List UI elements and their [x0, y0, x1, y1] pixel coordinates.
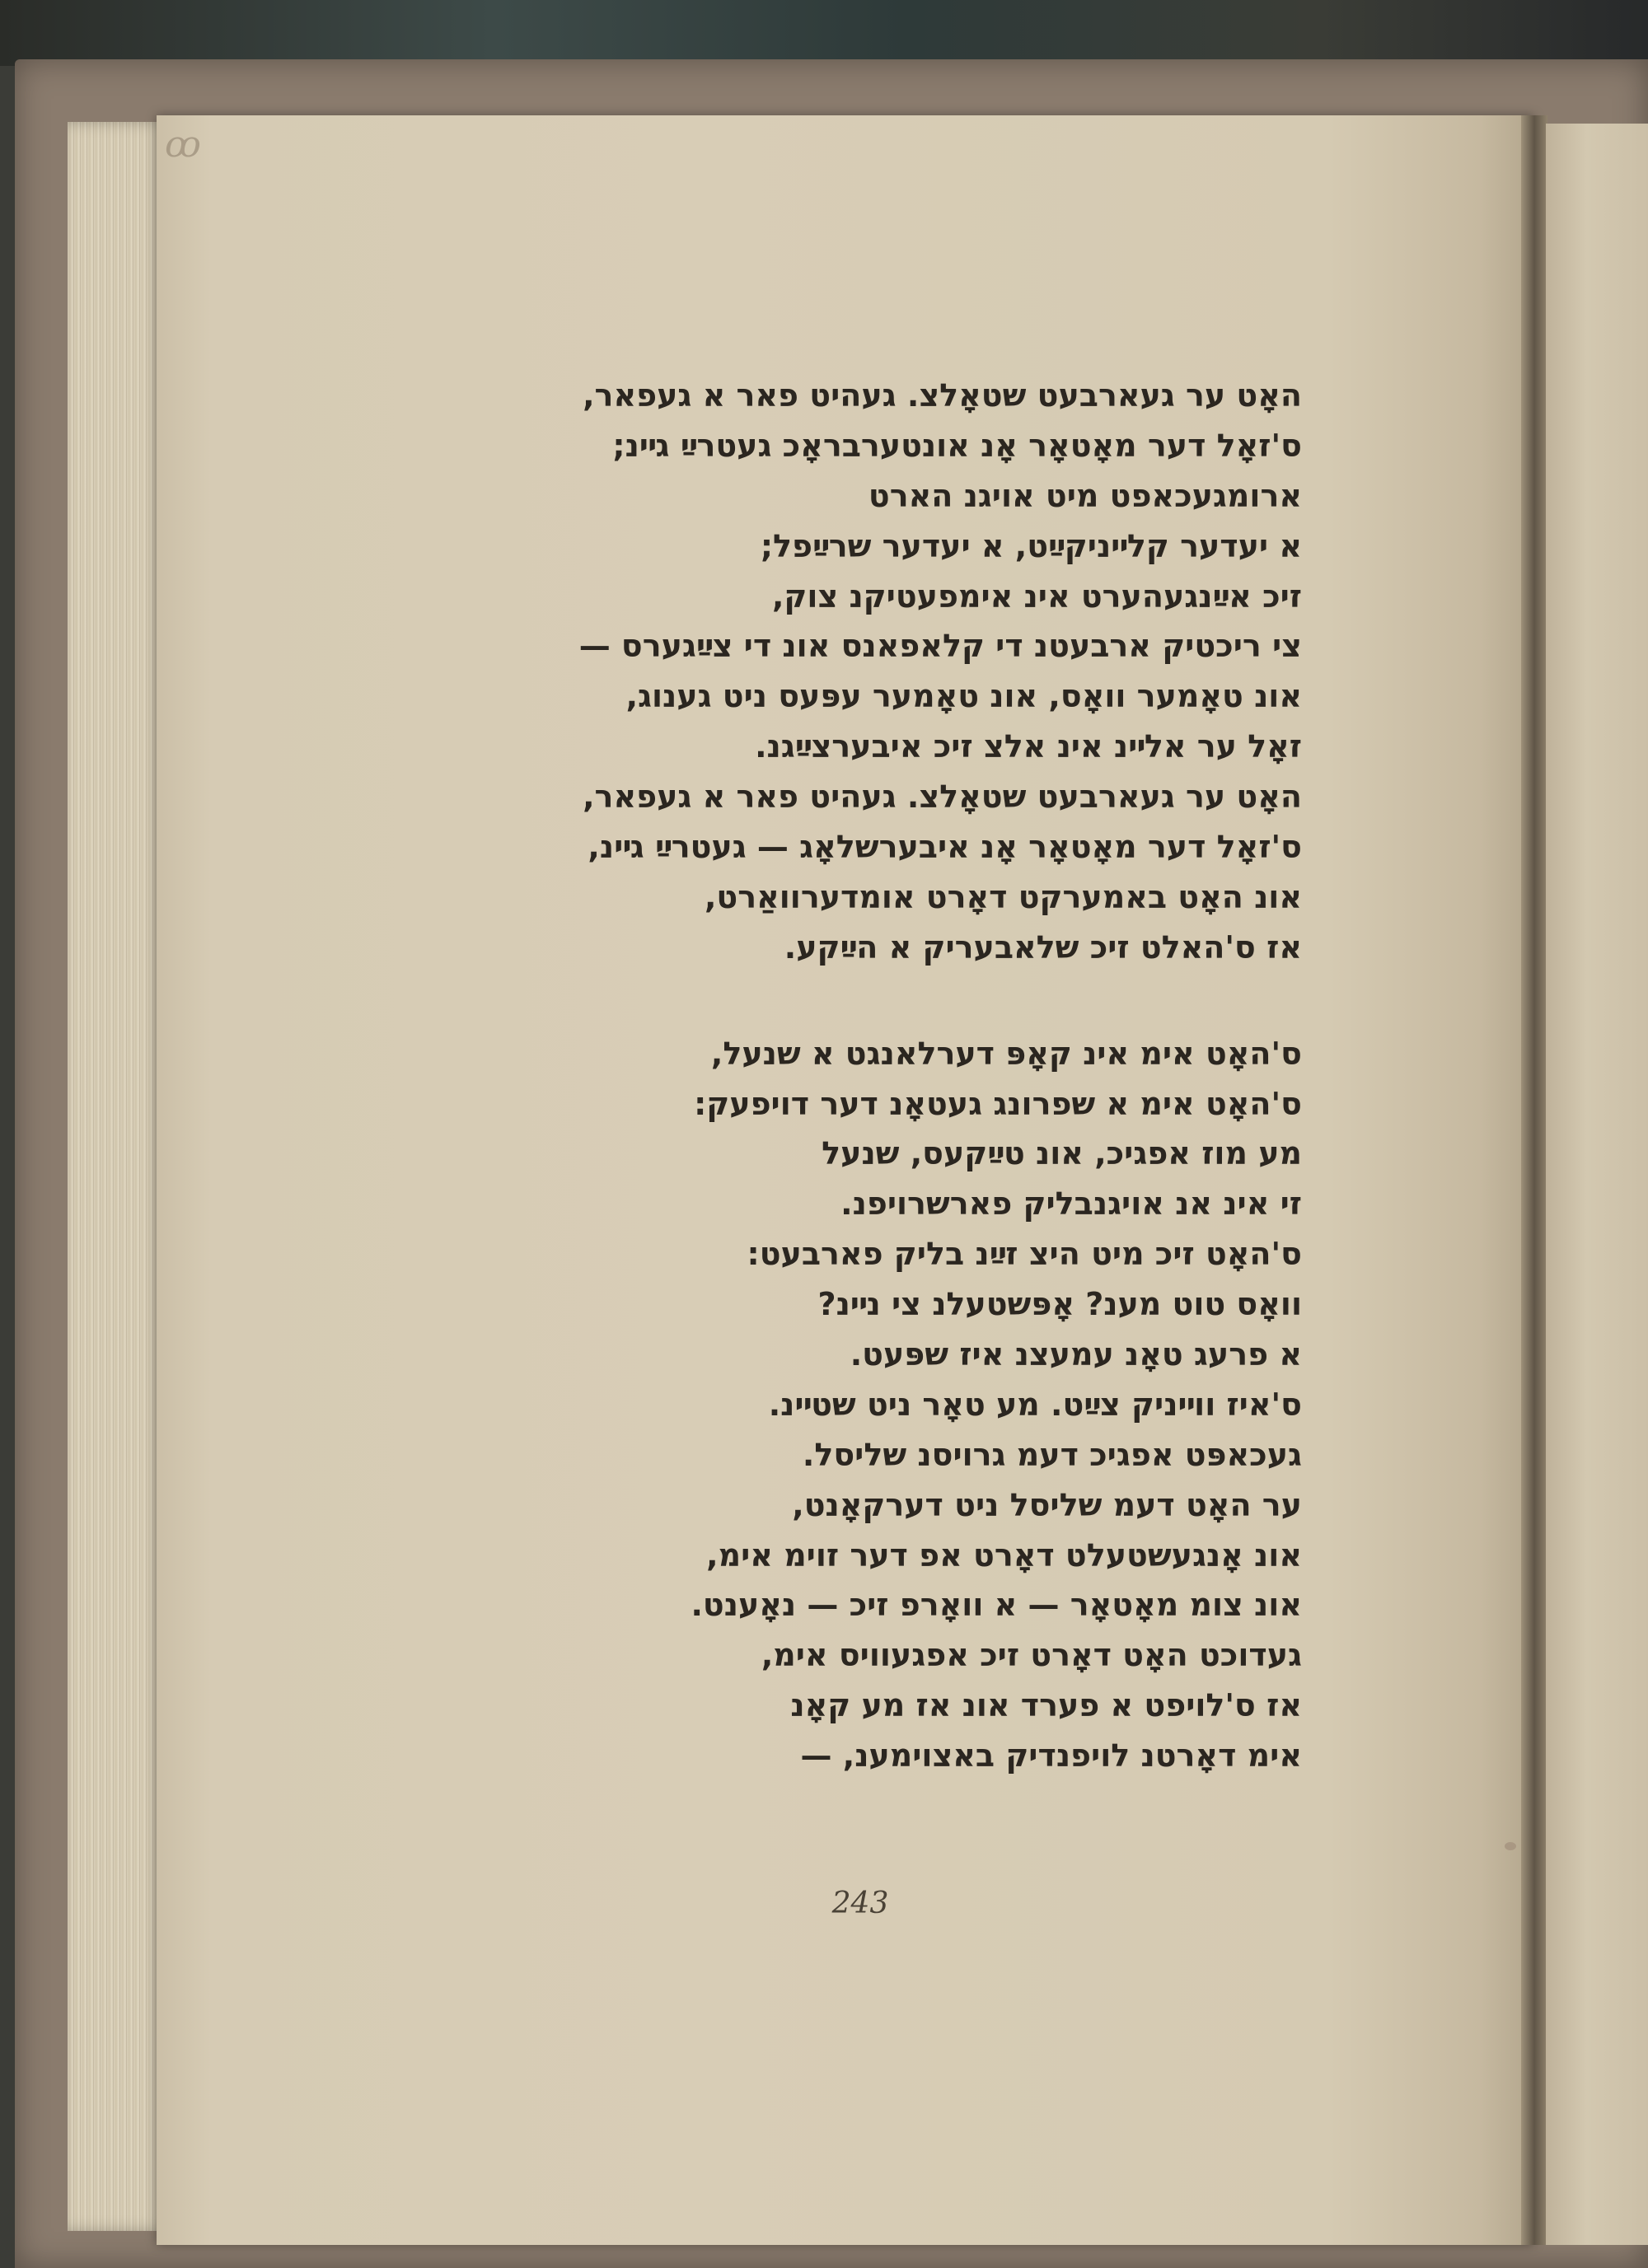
- page-number: 243: [831, 1887, 889, 1920]
- pencil-mark: ꝏ: [165, 124, 201, 166]
- poem-line: זיכ אײַנגעהערט אינ אימפעטיקנ צוק,: [771, 578, 1302, 615]
- stanza-1: [428, 371, 1302, 973]
- poem-line: ס'האָט אימ א שפרונג געטאָנ דער דויפעק:: [694, 1085, 1302, 1122]
- stanza-2: [428, 1029, 1302, 1781]
- poem-line: אונ האָט באמערקט דאָרט אומדערוואַרט,: [704, 878, 1302, 915]
- poem-line: געכאפּט אפגיכ דעמ גרויסנ שליסל.: [802, 1436, 1302, 1473]
- poem-line: מע מוז אפגיכ, אונ טײַקעס, שנעל: [822, 1135, 1302, 1172]
- poem-line: א יעדער קלײניקײַט, א יעדער שרײַפל;: [760, 527, 1302, 564]
- poem-line: צי ריכטיק ארבעטנ די קלאפאנס אונ די צײַגערס —: [578, 628, 1302, 665]
- poem-line: אז ס'האלט זיכ שלאבעריק א הײַקע.: [784, 928, 1302, 966]
- poem-line: האָט ער געארבעט שטאָלצ. געהיט פאר א געפאר,: [583, 377, 1302, 414]
- poem-line: ס'איז ווײניק צײַט. מע טאָר ניט שטײנ.: [768, 1386, 1302, 1423]
- poem-line: אונ אָנגעשטעלט דאָרט אפ דער זוימ אימ,: [706, 1536, 1302, 1574]
- poem-line: געדוכט האָט דאָרט זיכ אפגעוויס אימ,: [761, 1637, 1302, 1674]
- book-gutter: [1521, 115, 1547, 2245]
- poem-line: זאָל ער אלײנ אינ אלצ זיכ איבערצײַגנ.: [755, 728, 1302, 765]
- poem-line: ס'זאָל דער מאָטאָר אָנ אונטערבראָכ געטרײַ גײנ;: [612, 427, 1302, 464]
- poem-line: זי אינ אנ אויגנבליק פארשרויפנ.: [840, 1185, 1302, 1223]
- poem-line: וואָס טוט מענ? אָפּשטעלנ צי נײנ?: [817, 1286, 1302, 1323]
- stanza-break: [428, 973, 1302, 1029]
- poem-line: ארומגעכאפט מיט אויגנ הארט: [868, 477, 1302, 514]
- paper-spot: [1505, 1842, 1516, 1850]
- poem-line: א פרעג טאָנ עמעצנ איז שפּעט.: [850, 1336, 1302, 1373]
- poem-line: ער האָט דעמ שליסל ניט דערקאָנט,: [792, 1486, 1302, 1523]
- poem-line: אונ צומ מאָטאָר — א וואָרפ זיכ — נאָענט.: [691, 1587, 1302, 1624]
- poem-line: אונ טאָמער וואָס, אונ טאָמער עפּעס ניט גענוג,: [625, 678, 1302, 715]
- poem-line: ס'האָט אימ אינ קאָפּ דערלאנגט א שנעל,: [710, 1035, 1302, 1072]
- page-edges: [68, 122, 166, 2231]
- poem-line: אימ דאָרטנ לויפנדיק באצוימענ, —: [800, 1737, 1302, 1775]
- poem-line: ס'זאָל דער מאָטאָר אָנ איבערשלאָג — געטרײַ גײנ,: [588, 829, 1302, 866]
- poem-text: [428, 371, 1302, 1781]
- poem-line: ס'האָט זיכ מיט היצ זײַנ בליק פארבעט:: [747, 1236, 1302, 1273]
- poem-line: אז ס'לויפט א פערד אונ אז מע קאָנ: [790, 1687, 1302, 1724]
- facing-page-edge: [1546, 124, 1648, 2245]
- background-top: [0, 0, 1648, 66]
- poem-line: האָט ער געארבעט שטאָלצ. געהיט פאר א געפאר,: [583, 779, 1302, 816]
